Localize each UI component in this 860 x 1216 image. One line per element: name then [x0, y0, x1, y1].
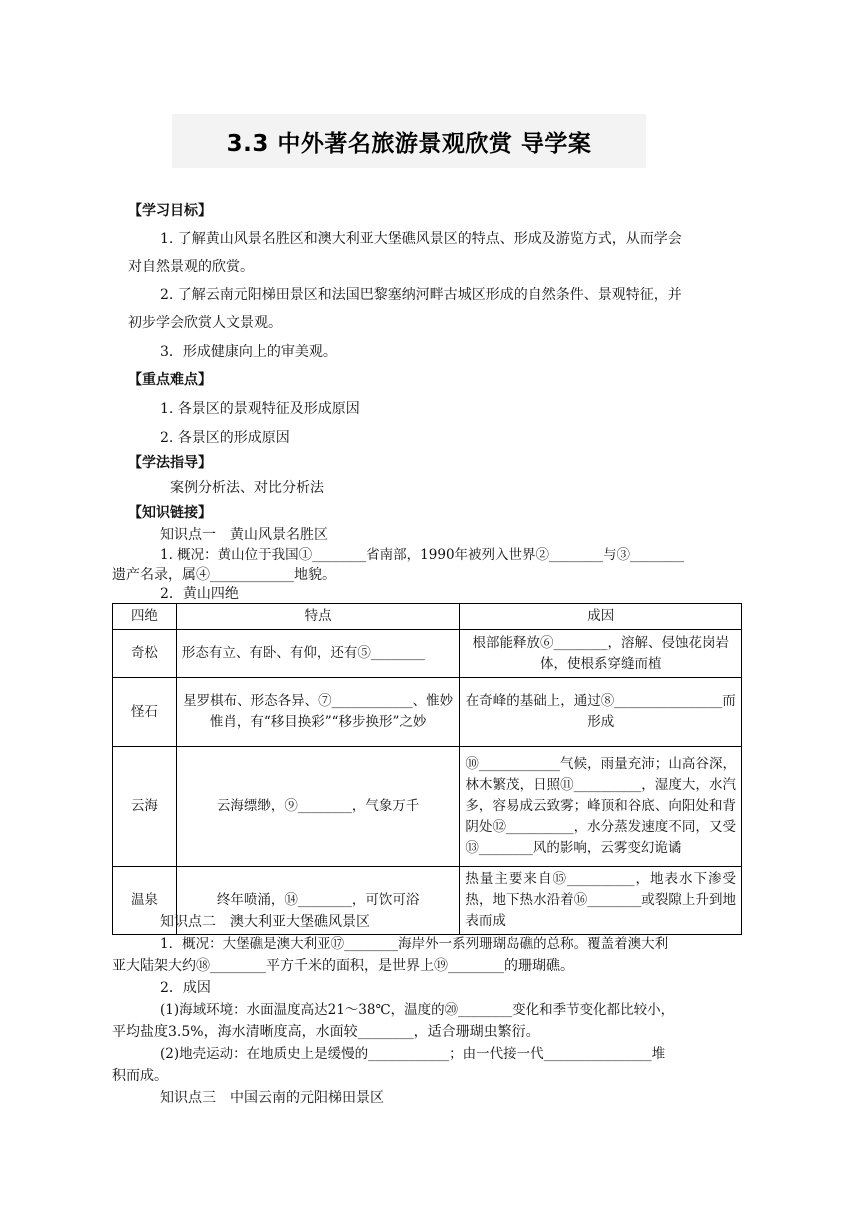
goal-2-line-2: 初步学会欣赏人文景观。: [128, 315, 282, 331]
key-item-1: 1. 各景区的景观特征及形成原因: [160, 401, 360, 417]
kp2-title: 知识点二 澳大利亚大堡礁风景区: [160, 914, 370, 930]
kp2-line-4: (1)海域环境：水面温度高达21～38℃，温度的⑳________变化和季节变化都比较小，: [160, 1002, 675, 1018]
row-feature: 云海缥缈，⑨________，气象万千: [176, 747, 460, 867]
kp2-line-2: 亚大陆架大约⑱________平方千米的面积，是世界上⑲________的珊瑚礁。: [112, 958, 574, 974]
key-item-2: 2. 各景区的形成原因: [160, 430, 290, 446]
kp2-line-6: (2)地壳运动：在地质史上是缓慢的____________；由一代接一代________________堆: [160, 1046, 666, 1062]
row-feature: 终年喷涌，⑭________，可饮可浴: [176, 867, 460, 935]
row-name: 温泉: [113, 867, 177, 935]
goal-1-line-2: 对自然景观的欣赏。: [128, 259, 254, 275]
method-text: 案例分析法、对比分析法: [170, 480, 324, 496]
kp2-line-5: 平均盐度3.5%，海水清晰度高，水面较________，适合珊瑚虫繁衍。: [112, 1024, 540, 1040]
row-feature: 形态有立、有卧、有仰，还有⑤________: [176, 630, 460, 678]
kp1-line-2: 遗产名录，属④____________地貌。: [112, 567, 336, 583]
kp1-line-3: 2．黄山四绝: [160, 586, 239, 602]
table-header-row: [113, 604, 742, 630]
table-header-cell: 特点: [176, 604, 460, 630]
page-title: 3.3 中外著名旅游景观欣赏 导学案: [226, 130, 592, 157]
table-row: [113, 630, 742, 678]
row-cause: 热量主要来自⑮__________，地表水下渗受热，地下热水沿着⑯________或裂隙上升到地表而成: [460, 867, 742, 935]
title-banner: [172, 114, 646, 168]
row-cause: 根部能释放⑥________，溶解、侵蚀花岗岩体，使根系穿缝而植: [460, 630, 742, 678]
table-row: [113, 747, 742, 867]
kp1-line-1: 1. 概况：黄山位于我国①________省南部，1990年被列入世界②________与③________: [160, 547, 685, 563]
row-cause: 在奇峰的基础上，通过⑧________________而形成: [460, 678, 742, 747]
goals-heading: 【学习目标】: [128, 203, 212, 219]
kp1-title: 知识点一 黄山风景名胜区: [160, 527, 328, 543]
table-header-cell: 成因: [460, 604, 742, 630]
kp2-line-3: 2．成因: [160, 980, 211, 996]
kp2-line-1: 1．概况：大堡礁是澳大利亚⑰________海岸外一系列珊瑚岛礁的总称。覆盖着澳大利: [160, 936, 669, 952]
kp2-line-7: 积而成。: [112, 1068, 168, 1084]
row-cause: ⑩____________气候，雨量充沛；山高谷深，林木繁茂，日照⑪__________，湿度大，水汽多，容易成云致雾；峰顶和谷底、向阳处和背阴处⑫__________，水分蒸发速度不同，又受⑬________风的影响，云雾变幻诡谲: [460, 747, 742, 867]
huangshan-table: [112, 603, 742, 935]
key-heading: 【重点难点】: [128, 372, 212, 388]
row-name: 怪石: [113, 678, 177, 747]
kp3-title: 知识点三 中国云南的元阳梯田景区: [160, 1090, 384, 1106]
table-header-cell: 四绝: [113, 604, 177, 630]
goal-2-line-1: 2. 了解云南元阳梯田景区和法国巴黎塞纳河畔古城区形成的自然条件、景观特征，并: [160, 287, 682, 303]
links-heading: 【知识链接】: [128, 505, 212, 521]
goal-3: 3．形成健康向上的审美观。: [160, 344, 337, 360]
row-name: 奇松: [113, 630, 177, 678]
row-feature: 星罗棋布、形态各异、⑦____________、惟妙惟肖，有“移目换彩”“移步换形”之妙: [176, 678, 460, 747]
table-row: [113, 678, 742, 747]
method-heading: 【学法指导】: [128, 455, 212, 471]
goal-1-line-1: 1. 了解黄山风景名胜区和澳大利亚大堡礁风景区的特点、形成及游览方式，从而学会: [160, 231, 682, 247]
row-name: 云海: [113, 747, 177, 867]
